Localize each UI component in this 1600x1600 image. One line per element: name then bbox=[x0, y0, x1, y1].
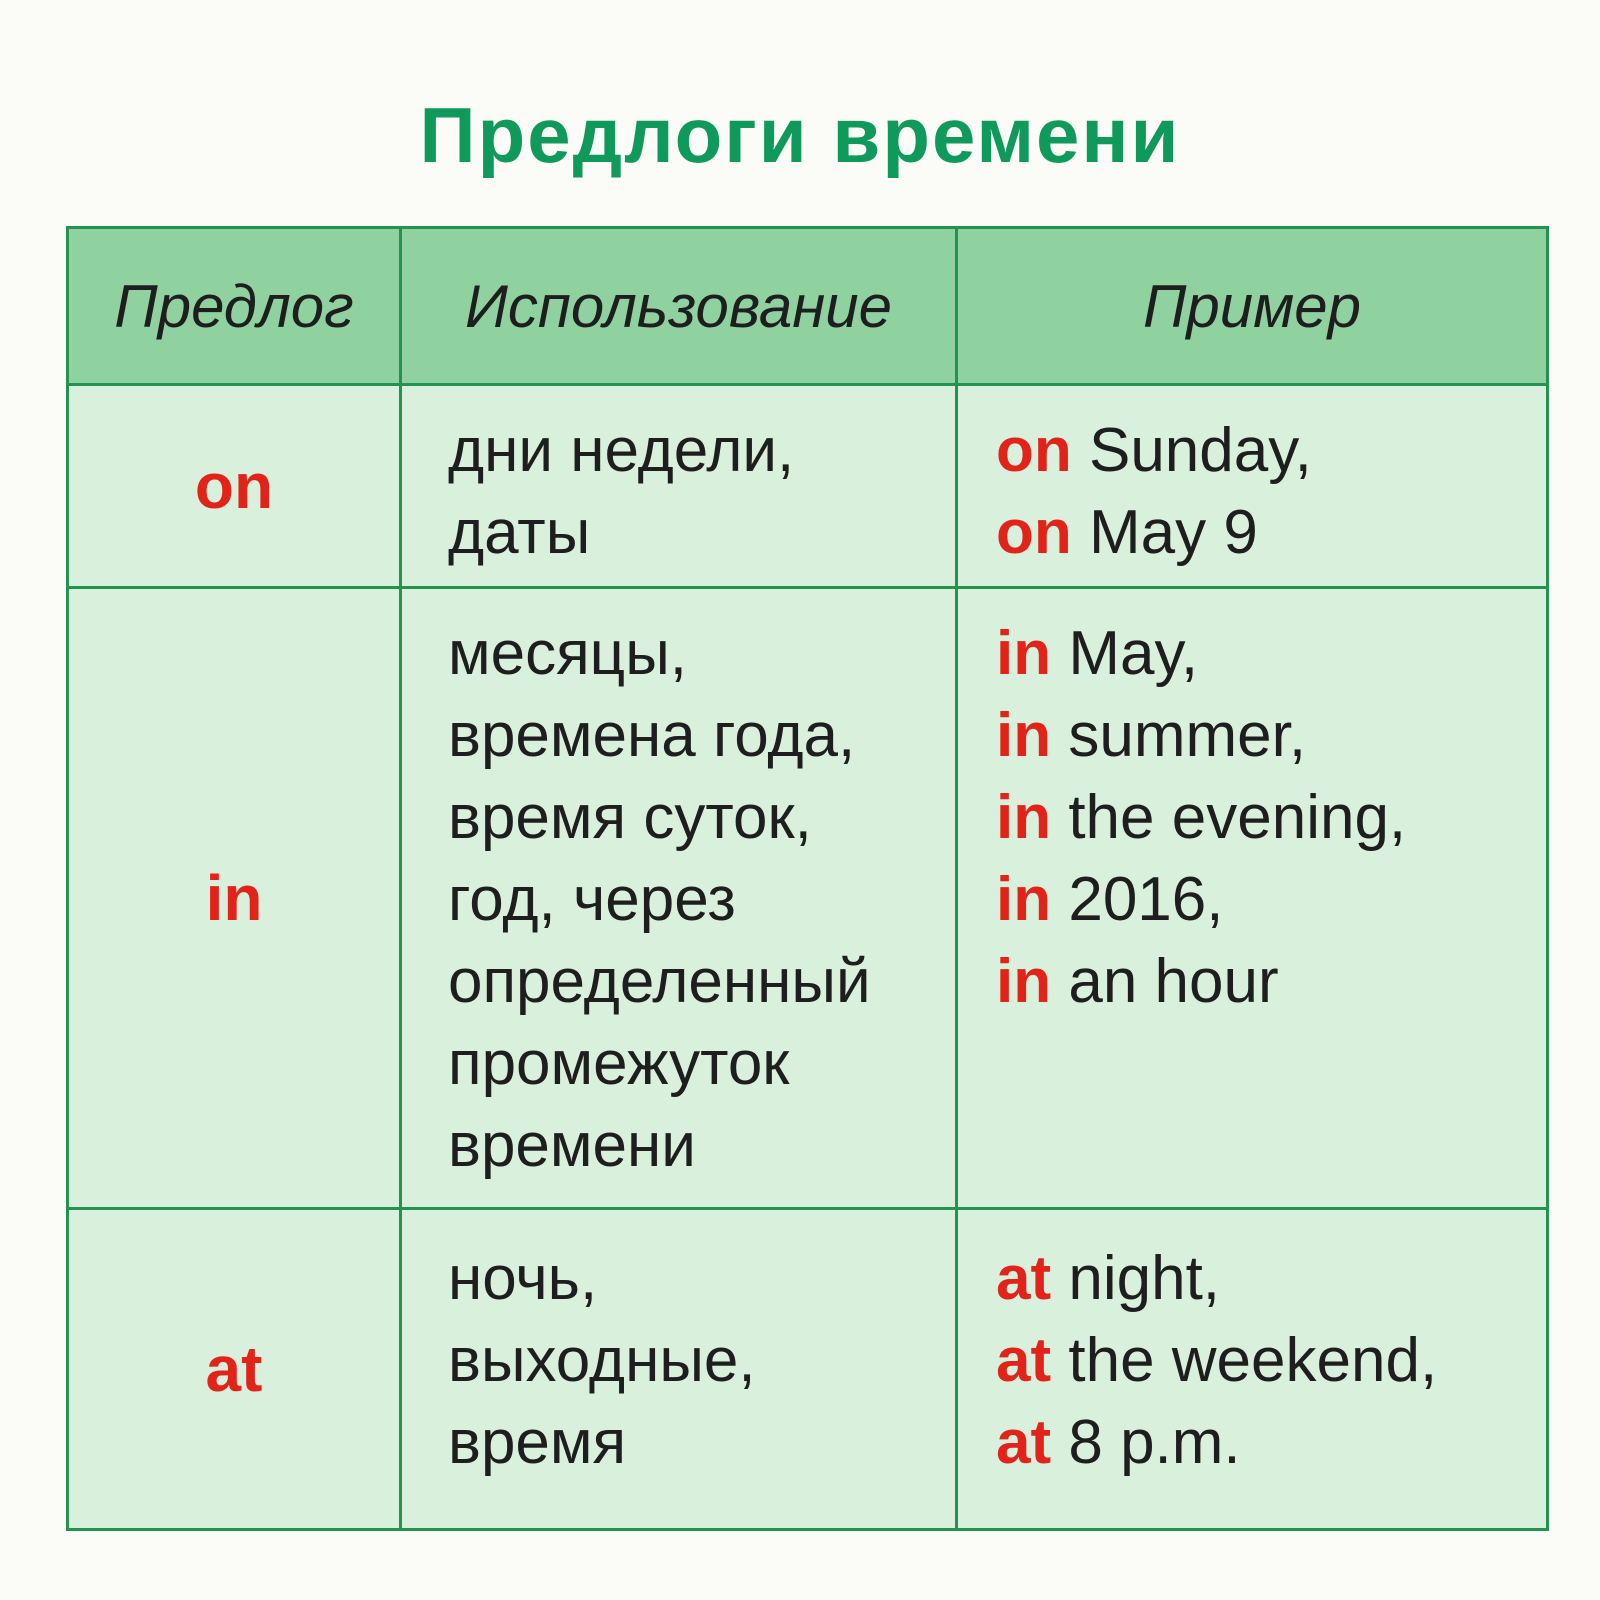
example-keyword: on bbox=[996, 416, 1072, 485]
example-keyword: at bbox=[996, 1244, 1052, 1313]
column-header-usage: Использование bbox=[401, 228, 957, 385]
table-row-on bbox=[68, 385, 1548, 588]
example-line bbox=[996, 1402, 1546, 1484]
example-text: the weekend, bbox=[1051, 1326, 1438, 1395]
usage-cell bbox=[401, 1209, 957, 1530]
usage-line: время bbox=[448, 1408, 627, 1477]
example-line bbox=[996, 410, 1546, 492]
usage-line: время суток, bbox=[448, 783, 812, 852]
example-keyword: in bbox=[996, 619, 1052, 688]
column-header-preposition: Предлог bbox=[68, 228, 401, 385]
usage-line: даты bbox=[448, 498, 591, 567]
usage-line: выходные, bbox=[448, 1326, 756, 1395]
usage-line: промежуток bbox=[448, 1029, 790, 1098]
usage-cell bbox=[401, 588, 957, 1209]
example-line bbox=[996, 613, 1546, 695]
example-text: 8 p.m. bbox=[1051, 1408, 1241, 1477]
example-line bbox=[996, 695, 1546, 777]
example-text: night, bbox=[1051, 1244, 1221, 1313]
preposition-cell: in bbox=[68, 588, 401, 1209]
table-header-row bbox=[68, 228, 1548, 385]
example-keyword: in bbox=[996, 783, 1052, 852]
example-text: 2016, bbox=[1051, 865, 1224, 934]
usage-line: времена года, bbox=[448, 701, 856, 770]
example-text: May, bbox=[1051, 619, 1199, 688]
example-cell bbox=[957, 385, 1548, 588]
example-line bbox=[996, 777, 1546, 859]
usage-line: год, через bbox=[448, 865, 736, 934]
example-cell bbox=[957, 588, 1548, 1209]
example-keyword: in bbox=[996, 701, 1052, 770]
example-keyword: in bbox=[996, 865, 1052, 934]
example-line bbox=[996, 859, 1546, 941]
table-row-in bbox=[68, 588, 1548, 1209]
page-title: Предлоги времени bbox=[419, 91, 1181, 179]
usage-line: определенный bbox=[448, 947, 871, 1016]
example-keyword: at bbox=[996, 1326, 1052, 1395]
example-line bbox=[996, 1238, 1546, 1320]
example-keyword: on bbox=[996, 498, 1072, 567]
preposition-cell: at bbox=[68, 1209, 401, 1530]
usage-line: ночь, bbox=[448, 1244, 598, 1313]
usage-line: времени bbox=[448, 1111, 696, 1180]
example-text: Sunday, bbox=[1071, 416, 1312, 485]
example-text: the evening, bbox=[1051, 783, 1407, 852]
example-text: an hour bbox=[1051, 947, 1279, 1016]
prepositions-table bbox=[66, 226, 1549, 1531]
example-text: summer, bbox=[1051, 701, 1307, 770]
table-row-at bbox=[68, 1209, 1548, 1530]
usage-cell bbox=[401, 385, 957, 588]
column-header-example: Пример bbox=[957, 228, 1548, 385]
example-text: May 9 bbox=[1071, 498, 1258, 567]
example-keyword: in bbox=[996, 947, 1052, 1016]
example-cell bbox=[957, 1209, 1548, 1530]
example-keyword: at bbox=[996, 1408, 1052, 1477]
example-line bbox=[996, 492, 1546, 574]
example-line bbox=[996, 941, 1546, 1023]
usage-line: дни недели, bbox=[448, 416, 795, 485]
preposition-cell: on bbox=[68, 385, 401, 588]
usage-line: месяцы, bbox=[448, 619, 687, 688]
example-line bbox=[996, 1320, 1546, 1402]
